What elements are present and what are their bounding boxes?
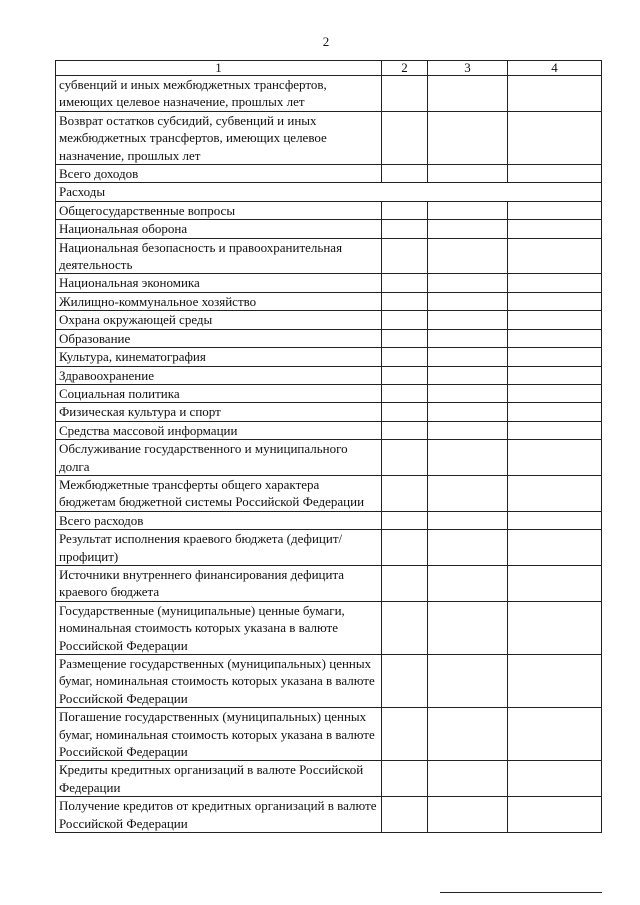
value-cell-2 bbox=[382, 238, 428, 274]
value-cell-3 bbox=[428, 403, 508, 421]
table-row bbox=[56, 311, 602, 329]
value-cell-4 bbox=[508, 165, 602, 183]
value-cell-3 bbox=[428, 311, 508, 329]
value-cell-3 bbox=[428, 366, 508, 384]
table-row bbox=[56, 475, 602, 511]
page-number: 2 bbox=[322, 34, 330, 49]
value-cell-4 bbox=[508, 366, 602, 384]
table-row bbox=[56, 761, 602, 797]
value-cell-3 bbox=[428, 440, 508, 476]
value-cell-3 bbox=[428, 111, 508, 164]
value-cell-3 bbox=[428, 797, 508, 833]
table-row bbox=[56, 530, 602, 566]
value-cell-3 bbox=[428, 384, 508, 402]
table-row bbox=[56, 111, 602, 164]
value-cell-4 bbox=[508, 201, 602, 219]
value-cell-2 bbox=[382, 440, 428, 476]
section-row bbox=[56, 183, 602, 201]
row-label: Физическая культура и спорт bbox=[56, 403, 382, 421]
value-cell-3 bbox=[428, 511, 508, 529]
value-cell-4 bbox=[508, 403, 602, 421]
value-cell-3 bbox=[428, 220, 508, 238]
table-row bbox=[56, 76, 602, 112]
table-row bbox=[56, 220, 602, 238]
table-row bbox=[56, 601, 602, 654]
row-label: Результат исполнения краевого бюджета (дефицит/профицит) bbox=[56, 530, 382, 566]
table-row bbox=[56, 165, 602, 183]
value-cell-4 bbox=[508, 565, 602, 601]
value-cell-2 bbox=[382, 761, 428, 797]
table-row bbox=[56, 565, 602, 601]
value-cell-3 bbox=[428, 165, 508, 183]
value-cell-2 bbox=[382, 384, 428, 402]
budget-table-body bbox=[56, 61, 602, 833]
value-cell-4 bbox=[508, 238, 602, 274]
value-cell-2 bbox=[382, 797, 428, 833]
value-cell-4 bbox=[508, 220, 602, 238]
value-cell-4 bbox=[508, 384, 602, 402]
row-label: Средства массовой информации bbox=[56, 421, 382, 439]
table-row bbox=[56, 797, 602, 833]
row-label: Социальная политика bbox=[56, 384, 382, 402]
value-cell-2 bbox=[382, 348, 428, 366]
value-cell-2 bbox=[382, 403, 428, 421]
row-label: Расходы bbox=[56, 183, 602, 201]
row-label: Национальная экономика bbox=[56, 274, 382, 292]
value-cell-4 bbox=[508, 530, 602, 566]
value-cell-4 bbox=[508, 76, 602, 112]
value-cell-3 bbox=[428, 708, 508, 761]
row-label: Всего расходов bbox=[56, 511, 382, 529]
table-row bbox=[56, 511, 602, 529]
value-cell-4 bbox=[508, 111, 602, 164]
value-cell-4 bbox=[508, 311, 602, 329]
value-cell-3 bbox=[428, 292, 508, 310]
row-label: Обслуживание государственного и муниципального долга bbox=[56, 440, 382, 476]
value-cell-2 bbox=[382, 76, 428, 112]
value-cell-4 bbox=[508, 708, 602, 761]
value-cell-4 bbox=[508, 511, 602, 529]
value-cell-2 bbox=[382, 565, 428, 601]
table-row bbox=[56, 329, 602, 347]
value-cell-2 bbox=[382, 421, 428, 439]
table-row bbox=[56, 201, 602, 219]
table-row bbox=[56, 292, 602, 310]
header-row bbox=[56, 61, 602, 76]
row-label: Межбюджетные трансферты общего характера бюджетам бюджетной системы Российской Федерации bbox=[56, 475, 382, 511]
row-label: Образование bbox=[56, 329, 382, 347]
row-label: Культура, кинематография bbox=[56, 348, 382, 366]
table-row bbox=[56, 421, 602, 439]
row-label: Охрана окружающей среды bbox=[56, 311, 382, 329]
value-cell-3 bbox=[428, 655, 508, 708]
value-cell-4 bbox=[508, 761, 602, 797]
value-cell-3 bbox=[428, 201, 508, 219]
column-header-2: 2 bbox=[382, 61, 428, 76]
table-row bbox=[56, 238, 602, 274]
budget-table bbox=[55, 60, 602, 833]
value-cell-2 bbox=[382, 530, 428, 566]
value-cell-3 bbox=[428, 76, 508, 112]
value-cell-3 bbox=[428, 238, 508, 274]
column-header-1: 1 bbox=[56, 61, 382, 76]
table-row bbox=[56, 366, 602, 384]
footer-rule bbox=[440, 892, 602, 893]
table-row bbox=[56, 403, 602, 421]
value-cell-4 bbox=[508, 421, 602, 439]
table-row bbox=[56, 384, 602, 402]
row-label: Жилищно-коммунальное хозяйство bbox=[56, 292, 382, 310]
value-cell-2 bbox=[382, 601, 428, 654]
value-cell-2 bbox=[382, 366, 428, 384]
value-cell-4 bbox=[508, 797, 602, 833]
row-label: Общегосударственные вопросы bbox=[56, 201, 382, 219]
value-cell-3 bbox=[428, 565, 508, 601]
value-cell-2 bbox=[382, 274, 428, 292]
value-cell-3 bbox=[428, 348, 508, 366]
table-row bbox=[56, 708, 602, 761]
value-cell-2 bbox=[382, 111, 428, 164]
column-header-3: 3 bbox=[428, 61, 508, 76]
row-label: Национальная оборона bbox=[56, 220, 382, 238]
value-cell-3 bbox=[428, 530, 508, 566]
row-label: субвенций и иных межбюджетных трансфертов, имеющих целевое назначение, прошлых лет bbox=[56, 76, 382, 112]
value-cell-2 bbox=[382, 311, 428, 329]
row-label: Государственные (муниципальные) ценные бумаги, номинальная стоимость которых указана в валюте Российской Федерации bbox=[56, 601, 382, 654]
value-cell-4 bbox=[508, 601, 602, 654]
value-cell-2 bbox=[382, 165, 428, 183]
value-cell-4 bbox=[508, 348, 602, 366]
value-cell-4 bbox=[508, 292, 602, 310]
value-cell-3 bbox=[428, 329, 508, 347]
value-cell-4 bbox=[508, 655, 602, 708]
table-row bbox=[56, 348, 602, 366]
row-label: Погашение государственных (муниципальных) ценных бумаг, номинальная стоимость которых указана в валюте Российской Федерации bbox=[56, 708, 382, 761]
row-label: Здравоохранение bbox=[56, 366, 382, 384]
value-cell-2 bbox=[382, 511, 428, 529]
table-row bbox=[56, 274, 602, 292]
value-cell-4 bbox=[508, 475, 602, 511]
value-cell-2 bbox=[382, 220, 428, 238]
row-label: Всего доходов bbox=[56, 165, 382, 183]
row-label: Возврат остатков субсидий, субвенций и иных межбюджетных трансфертов, имеющих целевое назначение, прошлых лет bbox=[56, 111, 382, 164]
row-label: Национальная безопасность и правоохранительная деятельность bbox=[56, 238, 382, 274]
column-header-4: 4 bbox=[508, 61, 602, 76]
table-row bbox=[56, 655, 602, 708]
value-cell-4 bbox=[508, 274, 602, 292]
value-cell-2 bbox=[382, 329, 428, 347]
table-row bbox=[56, 440, 602, 476]
row-label: Получение кредитов от кредитных организаций в валюте Российской Федерации bbox=[56, 797, 382, 833]
value-cell-3 bbox=[428, 761, 508, 797]
row-label: Кредиты кредитных организаций в валюте Российской Федерации bbox=[56, 761, 382, 797]
value-cell-3 bbox=[428, 601, 508, 654]
value-cell-2 bbox=[382, 292, 428, 310]
value-cell-2 bbox=[382, 201, 428, 219]
value-cell-3 bbox=[428, 274, 508, 292]
value-cell-3 bbox=[428, 421, 508, 439]
value-cell-4 bbox=[508, 329, 602, 347]
value-cell-2 bbox=[382, 475, 428, 511]
value-cell-4 bbox=[508, 440, 602, 476]
value-cell-2 bbox=[382, 708, 428, 761]
value-cell-3 bbox=[428, 475, 508, 511]
row-label: Источники внутреннего финансирования дефицита краевого бюджета bbox=[56, 565, 382, 601]
row-label: Размещение государственных (муниципальных) ценных бумаг, номинальная стоимость которых указана в валюте Российской Федерации bbox=[56, 655, 382, 708]
value-cell-2 bbox=[382, 655, 428, 708]
